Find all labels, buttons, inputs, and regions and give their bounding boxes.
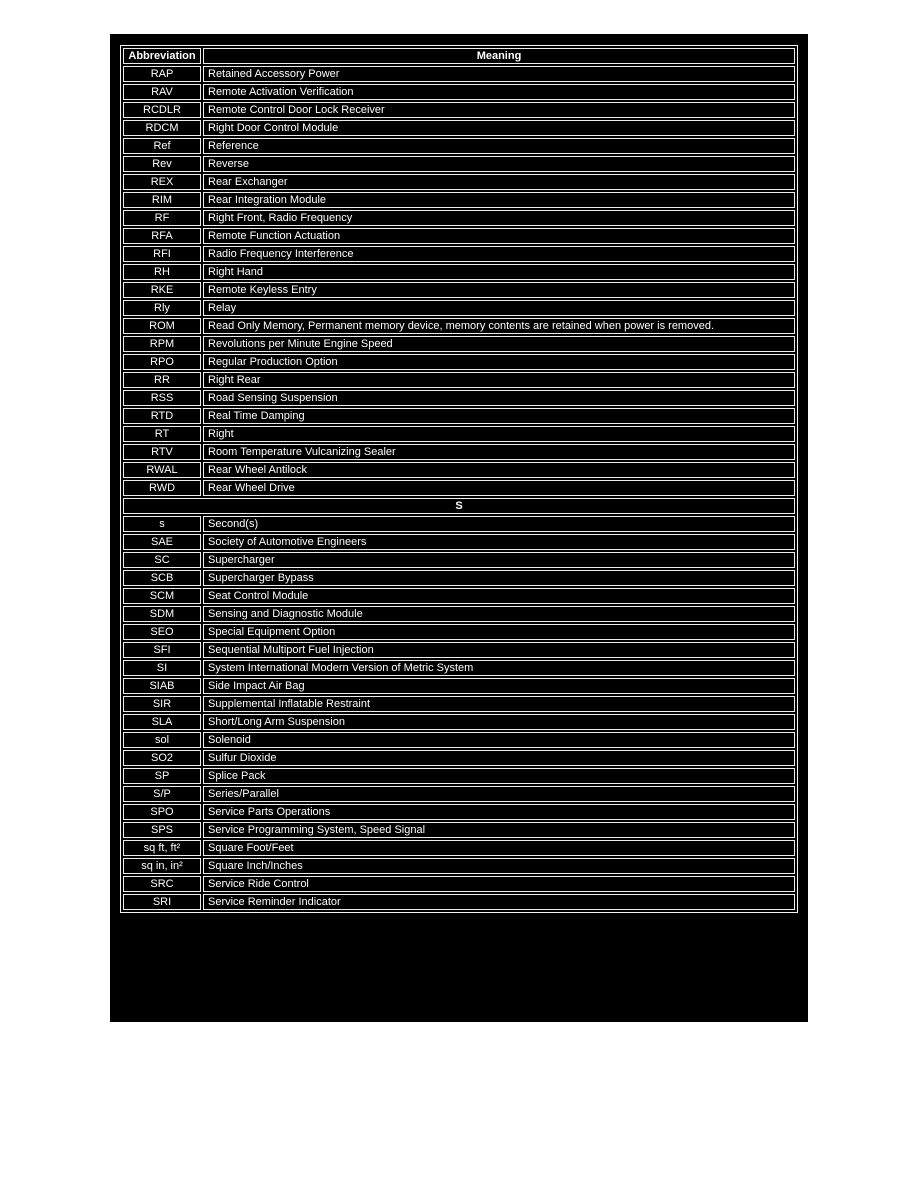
abbreviation-cell: SCM <box>123 588 201 604</box>
table-row <box>123 354 795 370</box>
meaning-cell: Rear Wheel Antilock <box>203 462 795 478</box>
table-row <box>123 516 795 532</box>
table-row <box>123 534 795 550</box>
column-header-abbreviation: Abbreviation <box>123 48 201 64</box>
meaning-cell: Rear Integration Module <box>203 192 795 208</box>
meaning-cell: Remote Control Door Lock Receiver <box>203 102 795 118</box>
table-row <box>123 642 795 658</box>
meaning-cell: Reverse <box>203 156 795 172</box>
meaning-cell: Remote Activation Verification <box>203 84 795 100</box>
abbreviation-cell: SI <box>123 660 201 676</box>
meaning-cell: Remote Function Actuation <box>203 228 795 244</box>
abbreviation-cell: SRI <box>123 894 201 910</box>
abbreviation-cell: RT <box>123 426 201 442</box>
abbreviation-cell: Rly <box>123 300 201 316</box>
meaning-cell: System International Modern Version of Metric System <box>203 660 795 676</box>
abbreviation-table <box>120 45 798 913</box>
table-row <box>123 480 795 496</box>
meaning-cell: Square Foot/Feet <box>203 840 795 856</box>
abbreviation-cell: SIR <box>123 696 201 712</box>
meaning-cell: Remote Keyless Entry <box>203 282 795 298</box>
abbreviation-cell: RF <box>123 210 201 226</box>
abbreviation-cell: RFA <box>123 228 201 244</box>
table-row <box>123 102 795 118</box>
meaning-cell: Service Programming System, Speed Signal <box>203 822 795 838</box>
meaning-cell: Right <box>203 426 795 442</box>
abbreviation-cell: SIAB <box>123 678 201 694</box>
meaning-cell: Relay <box>203 300 795 316</box>
abbreviation-cell: SCB <box>123 570 201 586</box>
meaning-cell: Revolutions per Minute Engine Speed <box>203 336 795 352</box>
abbreviation-cell: sol <box>123 732 201 748</box>
table-row <box>123 822 795 838</box>
meaning-cell: Service Parts Operations <box>203 804 795 820</box>
abbreviation-cell: RR <box>123 372 201 388</box>
abbreviation-cell: RIM <box>123 192 201 208</box>
table-row <box>123 120 795 136</box>
table-row <box>123 192 795 208</box>
table-row <box>123 210 795 226</box>
table-row <box>123 336 795 352</box>
meaning-cell: Second(s) <box>203 516 795 532</box>
meaning-cell: Right Rear <box>203 372 795 388</box>
meaning-cell: Service Ride Control <box>203 876 795 892</box>
meaning-cell: Sulfur Dioxide <box>203 750 795 766</box>
abbreviation-cell: SEO <box>123 624 201 640</box>
meaning-cell: Service Reminder Indicator <box>203 894 795 910</box>
table-row <box>123 300 795 316</box>
abbreviation-cell: sq ft, ft² <box>123 840 201 856</box>
table-row <box>123 462 795 478</box>
meaning-cell: Room Temperature Vulcanizing Sealer <box>203 444 795 460</box>
abbreviation-cell: SO2 <box>123 750 201 766</box>
table-row <box>123 156 795 172</box>
abbreviation-cell: RFI <box>123 246 201 262</box>
abbreviation-cell: RWAL <box>123 462 201 478</box>
abbreviation-cell: RAP <box>123 66 201 82</box>
table-row <box>123 768 795 784</box>
meaning-cell: Read Only Memory, Permanent memory device, memory contents are retained when power is removed. <box>203 318 795 334</box>
abbreviation-cell: RPO <box>123 354 201 370</box>
header-row <box>123 48 795 64</box>
abbreviation-cell: REX <box>123 174 201 190</box>
table-row <box>123 660 795 676</box>
meaning-cell: Supercharger Bypass <box>203 570 795 586</box>
table-row <box>123 264 795 280</box>
table-row <box>123 696 795 712</box>
meaning-cell: Side Impact Air Bag <box>203 678 795 694</box>
table-row <box>123 246 795 262</box>
meaning-cell: Splice Pack <box>203 768 795 784</box>
abbreviation-cell: SPS <box>123 822 201 838</box>
abbreviation-cell: RPM <box>123 336 201 352</box>
table-row <box>123 408 795 424</box>
table-row <box>123 714 795 730</box>
abbreviation-cell: RDCM <box>123 120 201 136</box>
meaning-cell: Rear Wheel Drive <box>203 480 795 496</box>
section-label: S <box>123 498 795 514</box>
meaning-cell: Seat Control Module <box>203 588 795 604</box>
abbreviation-cell: S/P <box>123 786 201 802</box>
abbreviations-panel <box>110 34 808 1022</box>
table-row <box>123 750 795 766</box>
meaning-cell: Series/Parallel <box>203 786 795 802</box>
table-row <box>123 678 795 694</box>
abbreviation-cell: RCDLR <box>123 102 201 118</box>
table-row <box>123 804 795 820</box>
meaning-cell: Right Door Control Module <box>203 120 795 136</box>
meaning-cell: Real Time Damping <box>203 408 795 424</box>
table-row <box>123 858 795 874</box>
meaning-cell: Radio Frequency Interference <box>203 246 795 262</box>
meaning-cell: Rear Exchanger <box>203 174 795 190</box>
abbreviation-cell: Ref <box>123 138 201 154</box>
table-row <box>123 624 795 640</box>
abbreviation-cell: RTD <box>123 408 201 424</box>
abbreviation-cell: SLA <box>123 714 201 730</box>
table-row <box>123 372 795 388</box>
meaning-cell: Reference <box>203 138 795 154</box>
abbreviation-cell: SPO <box>123 804 201 820</box>
abbreviation-cell: RTV <box>123 444 201 460</box>
meaning-cell: Sequential Multiport Fuel Injection <box>203 642 795 658</box>
abbreviation-cell: RAV <box>123 84 201 100</box>
abbreviation-cell: SDM <box>123 606 201 622</box>
table-row <box>123 138 795 154</box>
table-row <box>123 786 795 802</box>
table-row <box>123 282 795 298</box>
table-row <box>123 444 795 460</box>
meaning-cell: Retained Accessory Power <box>203 66 795 82</box>
table-row <box>123 840 795 856</box>
meaning-cell: Road Sensing Suspension <box>203 390 795 406</box>
meaning-cell: Right Front, Radio Frequency <box>203 210 795 226</box>
table-row <box>123 732 795 748</box>
table-row <box>123 228 795 244</box>
abbreviation-cell: sq in, in² <box>123 858 201 874</box>
table-row <box>123 588 795 604</box>
table-row <box>123 570 795 586</box>
column-header-meaning: Meaning <box>203 48 795 64</box>
table-row <box>123 66 795 82</box>
meaning-cell: Short/Long Arm Suspension <box>203 714 795 730</box>
abbreviation-cell: RH <box>123 264 201 280</box>
meaning-cell: Square Inch/Inches <box>203 858 795 874</box>
table-row <box>123 426 795 442</box>
abbreviation-cell: RKE <box>123 282 201 298</box>
abbreviation-cell: SAE <box>123 534 201 550</box>
meaning-cell: Supplemental Inflatable Restraint <box>203 696 795 712</box>
abbreviation-cell: Rev <box>123 156 201 172</box>
table-row <box>123 894 795 910</box>
abbreviation-cell: RWD <box>123 480 201 496</box>
abbreviation-cell: SC <box>123 552 201 568</box>
abbreviation-cell: SFI <box>123 642 201 658</box>
meaning-cell: Society of Automotive Engineers <box>203 534 795 550</box>
table-row <box>123 606 795 622</box>
abbreviation-cell: RSS <box>123 390 201 406</box>
abbreviation-cell: ROM <box>123 318 201 334</box>
table-row <box>123 552 795 568</box>
table-row <box>123 876 795 892</box>
table-row <box>123 174 795 190</box>
meaning-cell: Solenoid <box>203 732 795 748</box>
table-row <box>123 390 795 406</box>
abbreviation-cell: SP <box>123 768 201 784</box>
abbreviation-cell: s <box>123 516 201 532</box>
abbreviation-cell: SRC <box>123 876 201 892</box>
meaning-cell: Regular Production Option <box>203 354 795 370</box>
table-row <box>123 318 795 334</box>
table-row <box>123 84 795 100</box>
meaning-cell: Sensing and Diagnostic Module <box>203 606 795 622</box>
meaning-cell: Supercharger <box>203 552 795 568</box>
section-row <box>123 498 795 514</box>
meaning-cell: Right Hand <box>203 264 795 280</box>
meaning-cell: Special Equipment Option <box>203 624 795 640</box>
